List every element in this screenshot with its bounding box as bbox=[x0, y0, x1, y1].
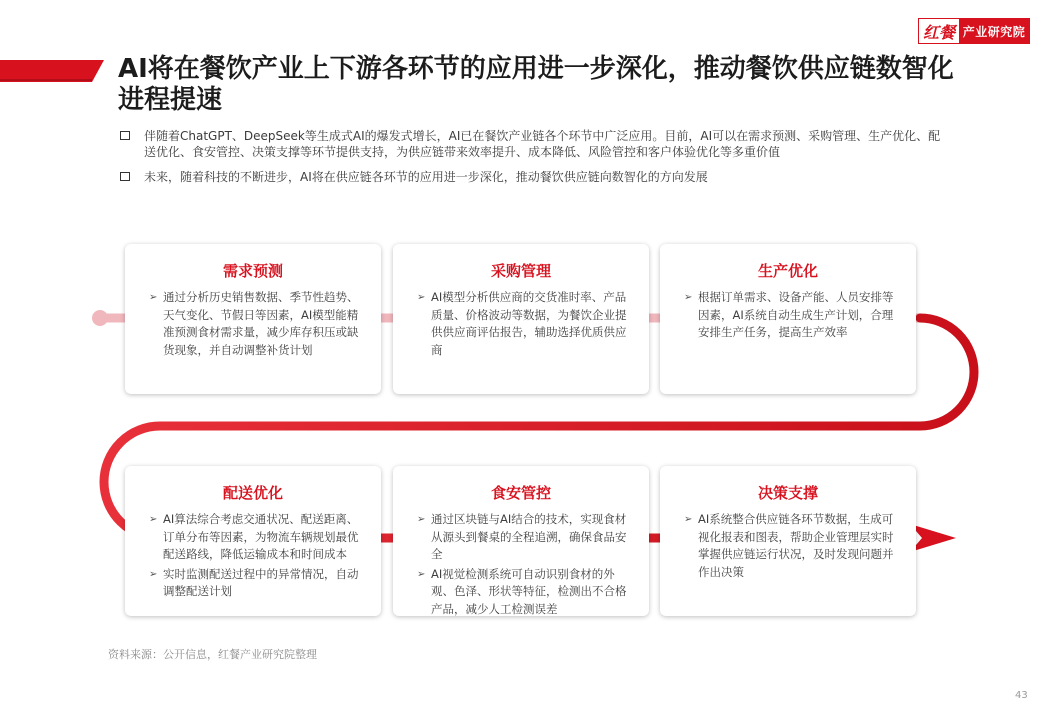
card-title: 决策支撑 bbox=[757, 484, 818, 502]
card-item-text: 根据订单需求、设备产能、人员安排等因素，AI系统自动生成生产计划，合理安排生产任务，提高生产效率 bbox=[698, 290, 894, 339]
intro-bullet-text: 未来，随着科技的不断进步，AI将在供应链各环节的应用进一步深化，推动餐饮供应链向数智化的方向发展 bbox=[144, 170, 708, 184]
card-item bbox=[149, 511, 363, 564]
card-decision-support bbox=[660, 466, 916, 616]
arrow-bullet-icon: ➢ bbox=[149, 514, 158, 525]
intro-bullet-text: 伴随着ChatGPT、DeepSeek等生成式AI的爆发式增长，AI已在餐饮产业链各个环节中广泛应用。目前，AI可以在需求预测、采购管理、生产优化、配送优化、食安管控、决策支撑等环节提供支持，为供应链带来效率提升、成本降低、风险管控和客户体验优化等多重价值 bbox=[144, 129, 941, 159]
arrow-bullet-icon: ➢ bbox=[417, 568, 426, 580]
card-item bbox=[417, 511, 631, 564]
card-item-text: 通过区块链与AI结合的技术，实现食材从源头到餐桌的全程追溯，确保食品安全 bbox=[431, 512, 627, 561]
arrow-bullet-icon: ➢ bbox=[149, 292, 158, 303]
flow-arrow-head bbox=[910, 524, 956, 552]
arrow-bullet-icon: ➢ bbox=[149, 568, 158, 580]
card-item-text: AI系统整合供应链各环节数据，生成可视化报表和图表，帮助企业管理层实时掌握供应链运行状况，及时发现问题并作出决策 bbox=[698, 512, 894, 579]
card-delivery bbox=[125, 466, 381, 616]
arrow-bullet-icon: ➢ bbox=[684, 292, 693, 303]
card-procurement bbox=[393, 244, 649, 394]
page-number: 43 bbox=[1015, 690, 1028, 701]
card-item bbox=[684, 289, 898, 342]
card-item bbox=[417, 566, 631, 619]
card-item bbox=[684, 511, 898, 581]
brand-mark: 红餐 bbox=[922, 22, 955, 42]
card-title: 采购管理 bbox=[490, 262, 551, 280]
card-item bbox=[417, 289, 631, 359]
card-title: 食安管控 bbox=[490, 484, 551, 502]
card-item-text: AI模型分析供应商的交货准时率、产品质量、价格波动等数据，为餐饮企业提供供应商评估报告，辅助选择优质供应商 bbox=[431, 290, 627, 357]
card-item-text: 实时监测配送过程中的异常情况，自动调整配送计划 bbox=[163, 566, 359, 598]
flow-start-dot bbox=[92, 310, 108, 326]
arrow-bullet-icon: ➢ bbox=[417, 514, 426, 525]
card-item bbox=[149, 566, 363, 601]
card-title: 需求预测 bbox=[222, 262, 283, 280]
source-note: 资料来源：公开信息，红餐产业研究院整理 bbox=[108, 648, 317, 661]
card-production bbox=[660, 244, 916, 394]
card-title: 生产优化 bbox=[757, 262, 818, 280]
page-title: AI将在餐饮产业上下游各环节的应用进一步深化，推动餐饮供应链数智化进程提速 bbox=[118, 54, 954, 115]
card-item-text: 通过分析历史销售数据、季节性趋势、天气变化、节假日等因素，AI模型能精准预测食材需求量，减少库存积压或缺货现象，并自动调整补货计划 bbox=[163, 290, 359, 357]
card-title: 配送优化 bbox=[222, 484, 283, 502]
card-demand-forecast bbox=[125, 244, 381, 394]
card-item-text: AI算法综合考虑交通状况、配送距离、订单分布等因素，为物流车辆规划最优配送路线，降低运输成本和时间成本 bbox=[163, 512, 359, 561]
card-food-safety bbox=[393, 466, 649, 616]
arrow-bullet-icon: ➢ bbox=[417, 292, 426, 303]
card-item bbox=[149, 289, 363, 359]
brand-name: 产业研究院 bbox=[959, 19, 1029, 43]
card-item-text: AI视觉检测系统可自动识别食材的外观、色泽、形状等特征，检测出不合格产品，减少人工检测误差 bbox=[431, 566, 627, 616]
arrow-bullet-icon: ➢ bbox=[684, 514, 693, 525]
